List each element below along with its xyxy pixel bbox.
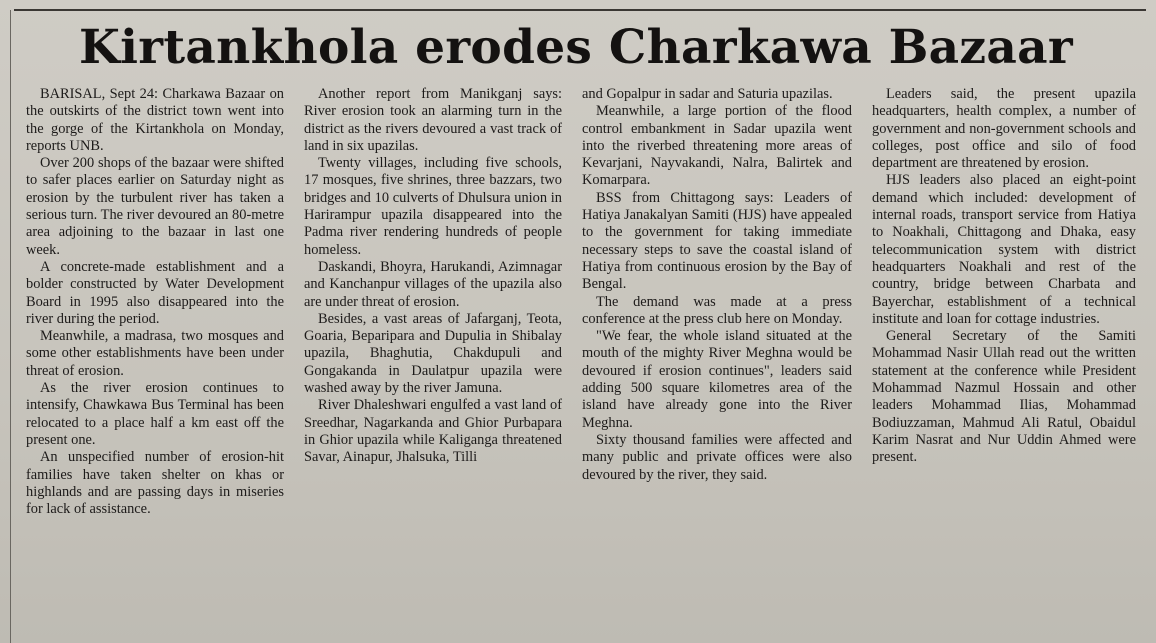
paragraph: Twenty villages, including five schools, 17 mosques, five shrines, three bazzars, two bridges and 10 culverts of Dhulsura union in Harirampur upazila disappeared into the Padma river rendering hundreds of people homeless. [304,155,562,258]
paragraph: Besides, a vast areas of Jafarganj, Teota, Goaria, Beparipara and Dupulia in Shibalay upazila, Bhaghutia, Chakdupuli and Gongakanda in Daulatpur upazila were washed away by the river Jamuna. [304,310,562,397]
side-rule [10,10,11,643]
paragraph: Sixty thousand families were affected and many public and private offices were also devoured by the river, they said. [582,431,852,483]
paragraph: Leaders said, the present upazila headquarters, health complex, a number of government and non-government schools and colleges, post office and silo of food department are threatened by erosion. [872,86,1136,172]
paragraph: General Secretary of the Samiti Mohammad Nasir Ullah read out the written statement at the conference while President Mohammad Nazmul Hossain and other leaders Mohammad Ilias, Mohammad Bodiuzzaman, Mahmud Ali Ratul, Obaidul Karim Nasrat and Nur Uddin Ahmed were present. [872,328,1136,466]
paragraph: Daskandi, Bhoyra, Harukandi, Azimnagar and Kanchanpur villages of the upazila also are under threat of erosion. [304,258,562,310]
paragraph: River Dhaleshwari engulfed a vast land of Sreedhar, Nagarkanda and Ghior Purbapara in Ghior upazila while Kaliganga threatened Savar, Ainapur, Jhalsuka, Tilli [304,397,562,466]
column-4 [872,86,1136,634]
paragraph: BSS from Chittagong says: Leaders of Hatiya Janakalyan Samiti (HJS) have appealed to the government for taking immediate necessary steps to save the coastal island of Hatiya from continuous erosion by the Bay of Bengal. [582,189,852,293]
paragraph: Another report from Manikganj says: River erosion took an alarming turn in the district as the rivers devoured a vast track of land in six upazilas. [304,86,562,154]
paragraph: and Gopalpur in sadar and Saturia upazilas. [582,86,833,102]
paragraph: The demand was made at a press conference at the press club here on Monday. [582,293,852,327]
paragraph: As the river erosion continues to intensify, Chawkawa Bus Terminal has been relocated to a place half a km east off the present one. [26,380,284,448]
article-columns [26,86,1138,634]
paragraph: An unspecified number of erosion-hit families have taken shelter on khas or highlands and are passing days in miseries for lack of assistance. [26,449,284,518]
paragraph: HJS leaders also placed an eight-point demand which included: development of internal roads, transport service from Hatiya to Noakhali, Chittagong and Dhaka, easy telecommunication system with district headquarters Noakhali and rest of the country, bridge between Charbata and Bayerchar, establishment of a technical institute and loan for cottage industries. [872,172,1136,327]
paragraph: A concrete-made establishment and a bolder constructed by Water Development Board in 1995 also disappeared into the river during the period. [26,258,284,327]
column-1 [26,86,284,634]
paragraph: Meanwhile, a madrasa, two mosques and some other establishments have been under threat of erosion. [26,328,284,379]
column-3 [582,86,852,634]
paragraph: Over 200 shops of the bazaar were shifted to safer places earlier on Saturday night as erosion by the turbulent river has taken a serious turn. The river devoured an 80-metre area adjoining to the bazaar in last one week. [26,155,284,258]
headline: Kirtankhola erodes Charkawa Bazaar [79,20,1073,75]
top-rule [14,9,1146,11]
column-2 [304,86,562,634]
paragraph: Meanwhile, a large portion of the flood control embankment in Sadar upazila went into the riverbed threatening more areas of Kevarjani, Nayvakandi, Nalra, Balirtek and Komarpara. [582,103,852,189]
paragraph: BARISAL, Sept 24: Charkawa Bazaar on the outskirts of the district town went into the gorge of the Kirtankhola on Monday, reports UNB. [26,86,284,154]
paragraph: "We fear, the whole island situated at the mouth of the mighty River Meghna would be devoured if erosion continues", leaders said adding 500 square kilometres area of the island have already gone into the River Meghna. [582,328,852,431]
